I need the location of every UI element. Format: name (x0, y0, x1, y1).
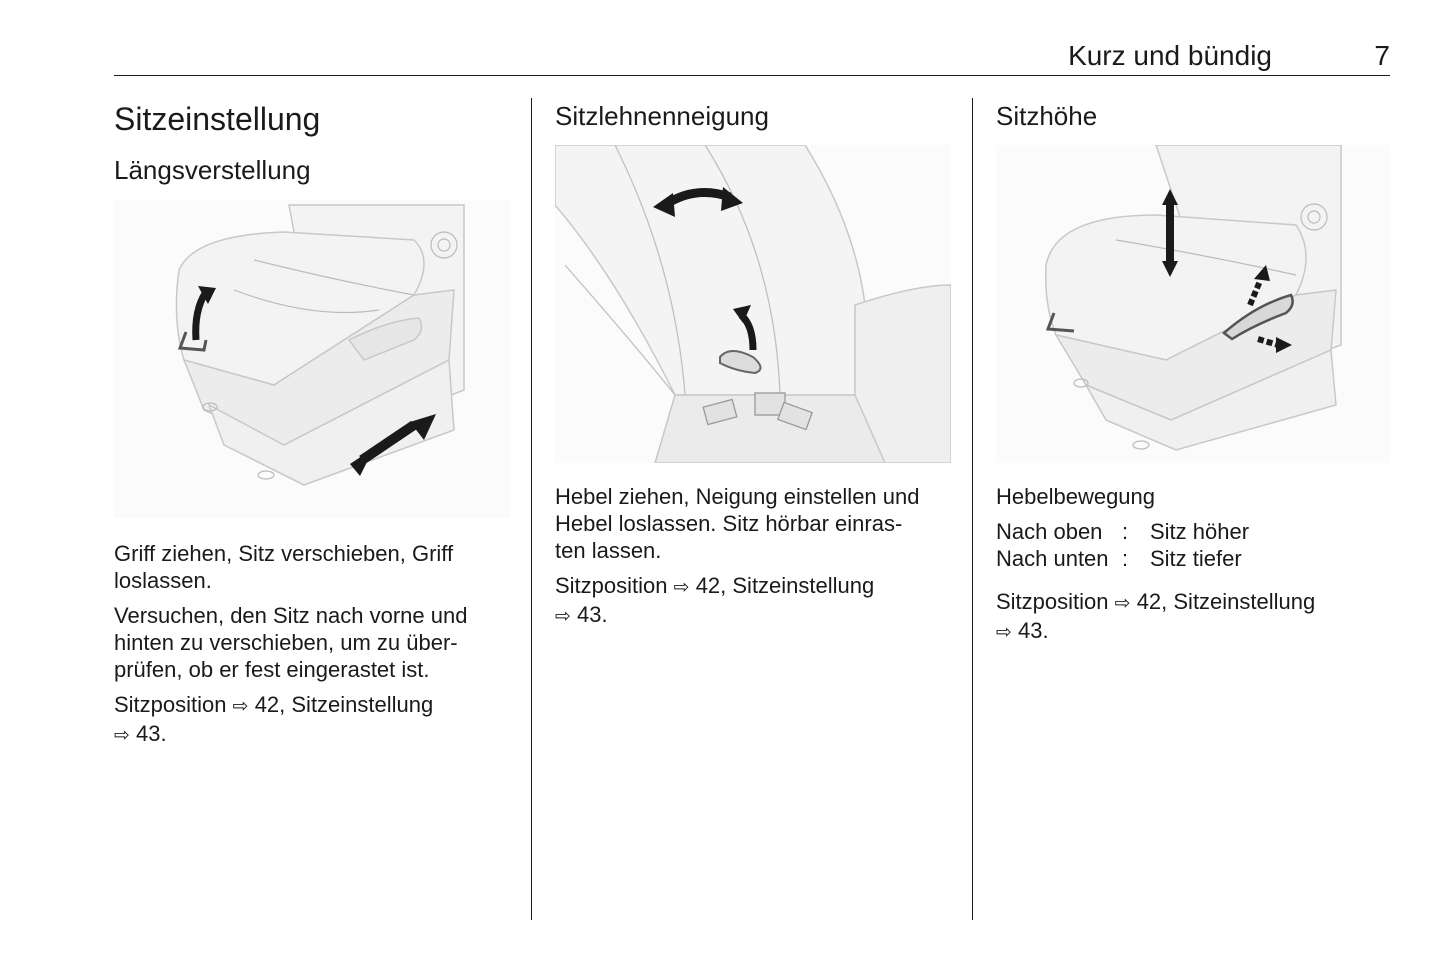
paragraph-check-lock-line-1: Versuchen, den Sitz nach vorne und (114, 603, 468, 628)
reference-link-1[interactable]: 42, Sitzeinstellung (1136, 589, 1316, 614)
seat-backrest-figure (555, 145, 951, 463)
column-seat-height (996, 100, 1396, 646)
reference-arrow-icon: ⇨ (673, 576, 690, 598)
reference-arrow-icon: ⇨ (996, 621, 1012, 643)
seat-longitudinal-icon (114, 200, 510, 518)
seat-height-icon (996, 145, 1390, 463)
cross-reference (114, 691, 514, 749)
cross-reference (996, 588, 1396, 646)
reference-arrow-icon: ⇨ (114, 724, 130, 746)
page-number: 7 (1374, 40, 1390, 71)
heading-sitzeinstellung: Sitzeinstellung (114, 101, 321, 137)
paragraph-check-lock (114, 602, 514, 683)
lever-result: Sitz höher (1150, 519, 1250, 544)
cross-reference (555, 572, 955, 630)
reference-label: Sitzposition (114, 692, 227, 717)
lever-action: Nach unten (996, 546, 1109, 571)
lever-movement-title: Hebelbewegung (996, 484, 1156, 509)
header-rule (114, 75, 1390, 76)
paragraph-pull-lever-line-3: ten lassen. (555, 538, 662, 563)
column-backrest (555, 100, 955, 630)
seat-height-figure (996, 145, 1390, 463)
lever-movement-table (996, 518, 1249, 572)
seat-longitudinal-figure (114, 200, 510, 518)
lever-separator: : (1122, 546, 1129, 571)
reference-link-1[interactable]: 42, Sitzeinstellung (695, 573, 875, 598)
seat-backrest-icon (555, 145, 951, 463)
reference-label: Sitzposition (996, 589, 1109, 614)
reference-arrow-icon: ⇨ (1114, 592, 1131, 614)
section-title: Kurz und bündig (1068, 40, 1272, 71)
paragraph-pull-handle: Griff ziehen, Sitz verschieben, Griff loslassen. (114, 541, 454, 593)
heading-sitzhoehe: Sitzhöhe (996, 101, 1098, 131)
reference-link-1[interactable]: 42, Sitzeinstellung (254, 692, 434, 717)
reference-link-2[interactable]: 43. (136, 721, 167, 746)
paragraph-check-lock-line-2: hinten zu verschieben, um zu über- (114, 630, 458, 655)
reference-link-2[interactable]: 43. (577, 602, 608, 627)
reference-label: Sitzposition (555, 573, 668, 598)
reference-arrow-icon: ⇨ (232, 695, 249, 717)
column-divider-1 (531, 98, 532, 920)
paragraph-check-lock-line-3: prüfen, ob er fest eingerastet ist. (114, 657, 430, 682)
lever-action: Nach oben (996, 519, 1103, 544)
heading-sitzlehnenneigung: Sitzlehnenneigung (555, 101, 769, 131)
reference-arrow-icon: ⇨ (555, 605, 571, 627)
table-row (996, 545, 1249, 572)
paragraph-pull-lever (555, 483, 955, 564)
paragraph-pull-lever-line-2: Hebel loslassen. Sitz hörbar einras- (555, 511, 903, 536)
lever-result: Sitz tiefer (1150, 546, 1242, 571)
column-divider-2 (972, 98, 973, 920)
reference-link-2[interactable]: 43. (1018, 618, 1049, 643)
lever-separator: : (1122, 519, 1129, 544)
column-seat-adjustment (114, 100, 514, 749)
paragraph-pull-lever-line-1: Hebel ziehen, Neigung einstellen und (555, 484, 920, 509)
table-row (996, 518, 1249, 545)
subheading-laengsverstellung: Längsverstellung (114, 155, 311, 185)
